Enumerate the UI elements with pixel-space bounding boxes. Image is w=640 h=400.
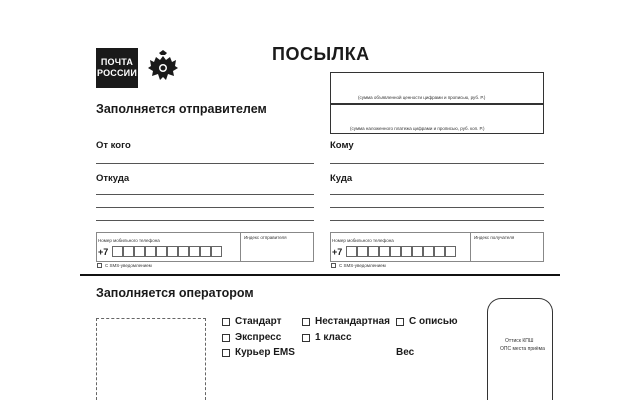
logo-line-1: ПОЧТА <box>100 57 134 67</box>
phone-digit-cell[interactable] <box>167 246 178 257</box>
standard-checkbox[interactable] <box>222 318 230 326</box>
recipient-index-caption: Индекс получателя <box>474 235 515 240</box>
sender-sms-checkbox[interactable] <box>97 263 102 268</box>
kpsh-stamp-caption-2: ОПС места приёма <box>500 346 545 352</box>
russian-post-logo <box>96 48 138 88</box>
from-line[interactable] <box>96 163 314 164</box>
phone-digit-cell[interactable] <box>423 246 434 257</box>
recipient-divider <box>470 232 471 262</box>
phone-digit-cell[interactable] <box>379 246 390 257</box>
nonstandard-label: Нестандартная <box>315 316 390 327</box>
phone-digit-cell[interactable] <box>211 246 222 257</box>
recipient-phone-prefix: +7 <box>332 247 343 257</box>
double-headed-eagle-icon <box>142 48 184 88</box>
to-where-line-3[interactable] <box>330 220 544 221</box>
form-title: ПОСЫЛКА <box>272 44 370 64</box>
phone-digit-cell[interactable] <box>434 246 445 257</box>
to-label: Кому <box>330 140 354 151</box>
to-where-label: Куда <box>330 173 353 184</box>
to-line[interactable] <box>330 163 544 164</box>
sender-divider <box>240 232 241 262</box>
phone-digit-cell[interactable] <box>357 246 368 257</box>
nonstandard-checkbox[interactable] <box>302 318 310 326</box>
first-class-label: 1 класс <box>315 332 352 343</box>
cod-caption: (сумма наложенного платежа цифрами и прописью, руб. коп. Р.) <box>350 126 485 131</box>
standard-label: Стандарт <box>235 316 282 327</box>
from-where-label: Откуда <box>96 173 130 184</box>
from-label: От кого <box>96 140 131 151</box>
sender-index-caption: Индекс отправителя <box>244 235 287 240</box>
recipient-phone-cells[interactable] <box>346 246 456 257</box>
sender-phone-caption: Номер мобильного телефона <box>98 238 160 243</box>
operator-section-title: Заполняется оператором <box>96 286 254 300</box>
sender-phone-cells[interactable] <box>112 246 222 257</box>
phone-digit-cell[interactable] <box>401 246 412 257</box>
phone-digit-cell[interactable] <box>368 246 379 257</box>
from-where-line-2[interactable] <box>96 207 314 208</box>
first-class-checkbox[interactable] <box>302 334 310 342</box>
phone-digit-cell[interactable] <box>145 246 156 257</box>
phone-digit-cell[interactable] <box>134 246 145 257</box>
recipient-sms-label: С SMS-уведомлением <box>339 263 386 268</box>
declared-value-caption: (сумма объявленной ценности цифрами и прописью, руб. Р.) <box>358 95 486 100</box>
sender-sms-label: С SMS-уведомлением <box>105 263 152 268</box>
with-inventory-checkbox[interactable] <box>396 318 404 326</box>
courier-checkbox[interactable] <box>222 349 230 357</box>
recipient-phone-caption: Номер мобильного телефона <box>332 238 394 243</box>
phone-digit-cell[interactable] <box>445 246 456 257</box>
phone-digit-cell[interactable] <box>412 246 423 257</box>
weight-label: Вес <box>396 347 415 358</box>
courier-label: Курьер EMS <box>235 347 295 358</box>
recipient-sms-checkbox[interactable] <box>331 263 336 268</box>
phone-digit-cell[interactable] <box>200 246 211 257</box>
sender-phone-prefix: +7 <box>98 247 109 257</box>
phone-digit-cell[interactable] <box>178 246 189 257</box>
from-where-line-3[interactable] <box>96 220 314 221</box>
phone-digit-cell[interactable] <box>189 246 200 257</box>
phone-digit-cell[interactable] <box>112 246 123 257</box>
from-where-line-1[interactable] <box>96 194 314 195</box>
kpsh-stamp-caption: Оттиск КПШ <box>505 338 534 344</box>
sender-section-title: Заполняется отправителем <box>96 102 267 116</box>
section-divider <box>80 274 560 276</box>
phone-digit-cell[interactable] <box>156 246 167 257</box>
phone-digit-cell[interactable] <box>123 246 134 257</box>
to-where-line-2[interactable] <box>330 207 544 208</box>
phone-digit-cell[interactable] <box>346 246 357 257</box>
with-inventory-label: С описью <box>409 316 458 327</box>
express-label: Экспресс <box>235 332 282 343</box>
to-where-line-1[interactable] <box>330 194 544 195</box>
logo-line-2: РОССИИ <box>96 68 138 78</box>
express-checkbox[interactable] <box>222 334 230 342</box>
phone-digit-cell[interactable] <box>390 246 401 257</box>
operator-stamp-area <box>96 318 206 400</box>
